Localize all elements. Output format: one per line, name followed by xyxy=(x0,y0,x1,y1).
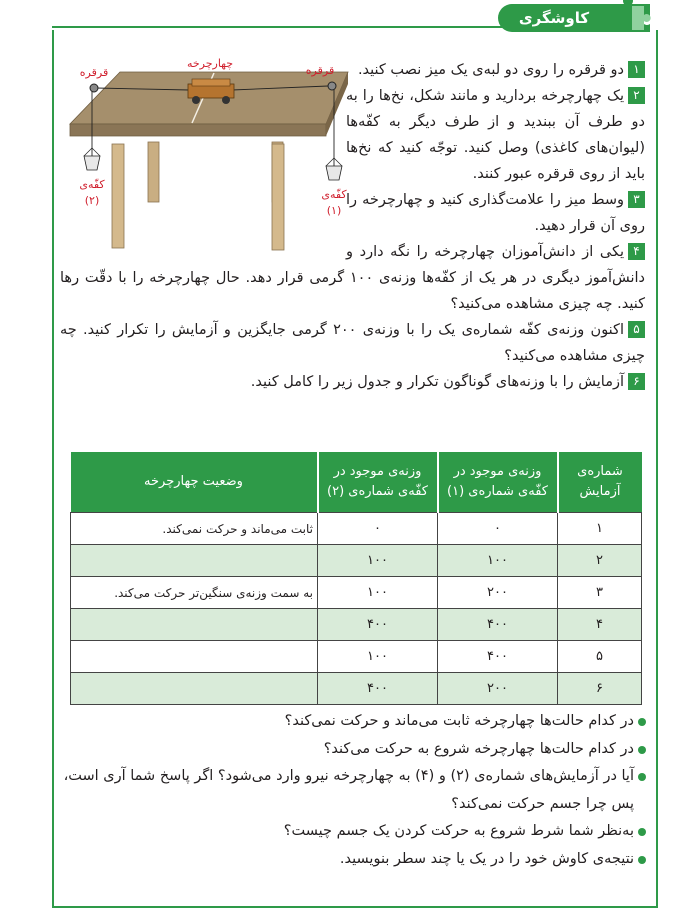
cell-number: ۳ xyxy=(558,577,642,609)
cell-weight-1[interactable]: ۲۰۰ xyxy=(438,673,558,705)
cell-status[interactable] xyxy=(71,641,318,673)
table-row xyxy=(71,673,642,705)
step-text: دو قرقره را روی دو لبه‌ی یک میز نصب کنید. xyxy=(357,62,624,78)
step-number: ۴ xyxy=(628,243,645,260)
section-header xyxy=(52,0,658,36)
cell-number: ۴ xyxy=(558,609,642,641)
table-row xyxy=(71,545,642,577)
step-number: ۶ xyxy=(628,373,645,390)
cup-left-label-number: (۲) xyxy=(84,194,100,207)
cell-status[interactable]: ثابت می‌ماند و حرکت نمی‌کند. xyxy=(71,513,318,545)
cell-weight-2[interactable]: ۱۰۰ xyxy=(318,641,438,673)
header-weight-cup-2: وزنه‌ی موجود در کفّه‌ی شماره‌ی (۲) xyxy=(318,452,438,513)
cell-weight-2[interactable]: ۱۰۰ xyxy=(318,577,438,609)
cell-status[interactable]: به سمت وزنه‌ی سنگین‌تر حرکت می‌کند. xyxy=(71,577,318,609)
question-list xyxy=(62,708,646,873)
pulley-left-label: قرقره xyxy=(79,66,109,79)
cell-weight-1[interactable]: ۰ xyxy=(438,513,558,545)
step-6 xyxy=(60,369,645,395)
procedure-steps xyxy=(60,57,645,395)
table-row xyxy=(71,609,642,641)
question-item: در کدام حالت‌ها چهارچرخه شروع به حرکت می‌کند؟ xyxy=(62,736,646,764)
cell-weight-2[interactable]: ۱۰۰ xyxy=(318,545,438,577)
step-text: اکنون وزنه‌ی کفّه شماره‌ی یک را با وزنه‌ی ۲۰۰ گرمی جایگزین و آزمایش را تکرار کنید. چه چیزی مشاهده می‌کنید؟ xyxy=(60,322,645,364)
cup-right-label-number: (۱) xyxy=(326,204,342,217)
step-text: وسط میز را علامت‌گذاری کنید و چهارچرخه را روی آن قرار دهید. xyxy=(346,192,645,234)
step-text: یک چهارچرخه بردارید و مانند شکل، نخ‌ها را به دو طرف آن ببندید و از طرف دیگر به کفّه‌ها (لیوان‌های کاغذی) وصل کنید. توجّه کنید که نخ‌ها باید از روی قرقره عبور کنند. xyxy=(346,88,645,182)
cell-status[interactable] xyxy=(71,673,318,705)
step-text: یکی از دانش‌آموزان چهارچرخه را نگه دارد و دانش‌آموز دیگری در هر یک از کفّه‌ها وزنه‌ی ۱۰۰ گرمی قرار دهد. حال چهارچرخه را با دقّت رها کنید. چه چیزی مشاهده می‌کنید؟ xyxy=(60,244,645,312)
header-cart-status: وضعیت چهارچرخه xyxy=(71,452,318,513)
step-number: ۳ xyxy=(628,191,645,208)
cup-left-label-title: کفّه‌ی xyxy=(79,178,105,191)
table-header-row xyxy=(71,452,642,513)
question-item: در کدام حالت‌ها چهارچرخه ثابت می‌ماند و حرکت نمی‌کند؟ xyxy=(62,708,646,736)
header-weight-cup-1: وزنه‌ی موجود در کفّه‌ی شماره‌ی (۱) xyxy=(438,452,558,513)
cart-label: چهارچرخه xyxy=(186,57,234,70)
cell-number: ۱ xyxy=(558,513,642,545)
illustration-spacer xyxy=(60,57,340,265)
table-row xyxy=(71,577,642,609)
cell-weight-1[interactable]: ۴۰۰ xyxy=(438,641,558,673)
header-experiment-number: شماره‌ی آزمایش xyxy=(558,452,642,513)
section-title: کاوشگری xyxy=(498,4,610,32)
question-item: آیا در آزمایش‌های شماره‌ی (۲) و (۴) به چهارچرخه نیرو وارد می‌شود؟ اگر پاسخ شما آری است، پس چرا جسم حرکت نمی‌کند؟ xyxy=(62,763,646,818)
cell-weight-2[interactable]: ۰ xyxy=(318,513,438,545)
cell-weight-2[interactable]: ۴۰۰ xyxy=(318,673,438,705)
table-row xyxy=(71,641,642,673)
cell-status[interactable] xyxy=(71,545,318,577)
cell-weight-1[interactable]: ۴۰۰ xyxy=(438,609,558,641)
pulley-right-label: قرقره xyxy=(305,64,335,77)
step-number: ۲ xyxy=(628,87,645,104)
cell-weight-2[interactable]: ۴۰۰ xyxy=(318,609,438,641)
step-text: آزمایش را با وزنه‌های گوناگون تکرار و جدول زیر را کامل کنید. xyxy=(250,374,624,390)
cell-number: ۵ xyxy=(558,641,642,673)
cell-weight-1[interactable]: ۲۰۰ xyxy=(438,577,558,609)
puzzle-icon xyxy=(600,0,658,36)
cell-weight-1[interactable]: ۱۰۰ xyxy=(438,545,558,577)
cell-number: ۶ xyxy=(558,673,642,705)
results-table xyxy=(70,452,642,705)
step-5 xyxy=(60,317,645,369)
question-item: نتیجه‌ی کاوش خود را در یک یا چند سطر بنویسید. xyxy=(62,846,646,874)
cell-number: ۲ xyxy=(558,545,642,577)
cup-right-label-title: کفّه‌ی xyxy=(321,188,347,201)
table-row xyxy=(71,513,642,545)
cell-status[interactable] xyxy=(71,609,318,641)
step-number: ۵ xyxy=(628,321,645,338)
step-number: ۱ xyxy=(628,61,645,78)
question-item: به‌نظر شما شرط شروع به حرکت کردن یک جسم چیست؟ xyxy=(62,818,646,846)
